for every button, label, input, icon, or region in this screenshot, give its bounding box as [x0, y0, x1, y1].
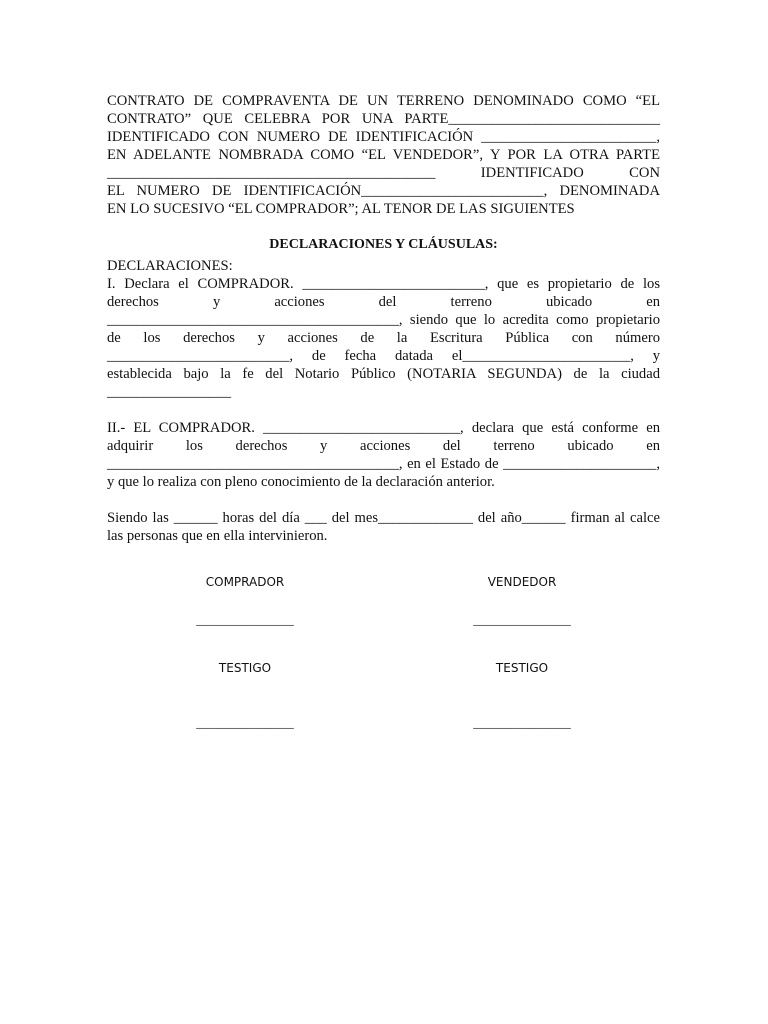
- clause-1-line: ________________________________________, siendo que lo acredita como propietario: [107, 312, 660, 328]
- clause-1-line: _________________________, de fecha datada el_______________________, y: [107, 348, 660, 364]
- intro-paragraph: [107, 92, 660, 218]
- clause-1-line: establecida bajo la fe del Notario Público (NOTARIA SEGUNDA) de la ciudad: [107, 366, 660, 382]
- clause-2-line: y que lo realiza con pleno conocimiento de la declaración anterior.: [107, 474, 495, 490]
- intro-line: EN LO SUCESIVO “EL COMPRADOR”; AL TENOR DE LAS SIGUIENTES: [107, 201, 575, 217]
- intro-line: CONTRATO” QUE CELEBRA POR UNA PARTE_____________________________: [107, 111, 660, 127]
- seller-signature-line: _______________: [473, 612, 571, 627]
- buyer-signature-label: COMPRADOR: [205, 575, 285, 589]
- clause-2-line: II.- EL COMPRADOR. ___________________________, declara que está conforme en: [107, 420, 660, 436]
- declarations-label: DECLARACIONES:: [107, 258, 233, 274]
- clause-2-line: adquirir los derechos y acciones del terreno ubicado en: [107, 438, 660, 454]
- witness-2-signature-line: _______________: [473, 715, 571, 730]
- seller-signature-label: VENDEDOR: [487, 575, 557, 589]
- clause-2-line: ________________________________________, en el Estado de _____________________,: [107, 456, 660, 472]
- witness-2-signature-label: TESTIGO: [495, 661, 549, 675]
- intro-line: _____________________________________________ IDENTIFICADO CON: [107, 165, 660, 181]
- clause-1-line: derechos y acciones del terreno ubicado en: [107, 294, 660, 310]
- intro-line: EN ADELANTE NOMBRADA COMO “EL VENDEDOR”, Y POR LA OTRA PARTE: [107, 147, 660, 163]
- contract-body: [107, 92, 660, 545]
- clause-1-line: I. Declara el COMPRADOR. _________________________, que es propietario de los: [107, 276, 660, 292]
- clause-1-line: _________________: [107, 384, 232, 400]
- closing-line: las personas que en ella intervinieron.: [107, 528, 328, 544]
- section-heading: DECLARACIONES Y CLÁUSULAS:: [269, 237, 498, 252]
- closing-line: Siendo las ______ horas del día ___ del mes_____________ del año______ firman al calce: [107, 510, 660, 526]
- witness-1-signature-line: _______________: [196, 715, 294, 730]
- intro-line: CONTRATO DE COMPRAVENTA DE UN TERRENO DENOMINADO COMO “EL: [107, 93, 660, 109]
- intro-line: IDENTIFICADO CON NUMERO DE IDENTIFICACIÓN ________________________,: [107, 129, 660, 145]
- clause-1-line: de los derechos y acciones de la Escritura Pública con número: [107, 330, 660, 346]
- buyer-signature-line: _______________: [196, 612, 294, 627]
- witness-1-signature-label: TESTIGO: [218, 661, 272, 675]
- declarations-section: [107, 257, 660, 491]
- intro-line: EL NUMERO DE IDENTIFICACIÓN_________________________, DENOMINADA: [107, 183, 660, 199]
- closing-paragraph: [107, 509, 660, 545]
